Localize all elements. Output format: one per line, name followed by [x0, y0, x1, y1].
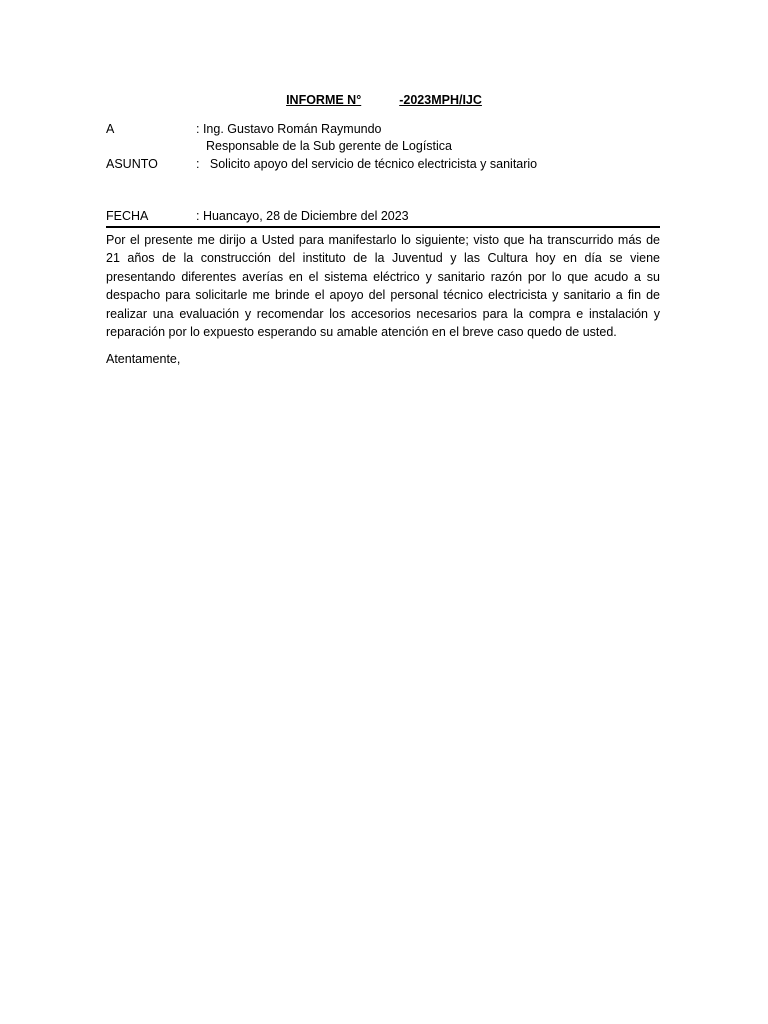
recipient-position: Responsable de la Sub gerente de Logística [206, 139, 453, 153]
subject-row [106, 157, 537, 171]
recipient-value: : Ing. Gustavo Román Raymundo [196, 122, 382, 136]
recipient-row [106, 122, 382, 136]
header-divider [106, 226, 660, 228]
recipient-label: A [106, 122, 115, 136]
body-paragraph: Por el presente me dirijo a Usted para manifestarlo lo siguiente; visto que ha transcurrido más de 21 años de la construcción del instituto de la Juventud y las Cultura hoy en día se viene presentando diferentes averías en el sistema eléctrico y sanitario razón por lo que acudo a su despacho para solicitarle me brinde el apoyo del personal técnico electricista y sanitario a fin de realizar una evaluación y recomendar los accesorios necesarios para la compra e instalación y reparación por lo expuesto esperando su amable atención en el breve caso quedo de usted. [106, 233, 660, 340]
date-value: : Huancayo, 28 de Diciembre del 2023 [196, 209, 409, 223]
date-row [106, 209, 409, 223]
document-title [0, 93, 768, 107]
date-label: FECHA [106, 209, 149, 223]
title-number-label: INFORME N° [286, 93, 362, 107]
subject-value: : Solicito apoyo del servicio de técnico electricista y sanitario [196, 157, 538, 171]
title-code: -2023MPH/IJC [399, 93, 482, 107]
subject-label: ASUNTO [106, 157, 158, 171]
closing-text: Atentamente, [106, 352, 181, 366]
